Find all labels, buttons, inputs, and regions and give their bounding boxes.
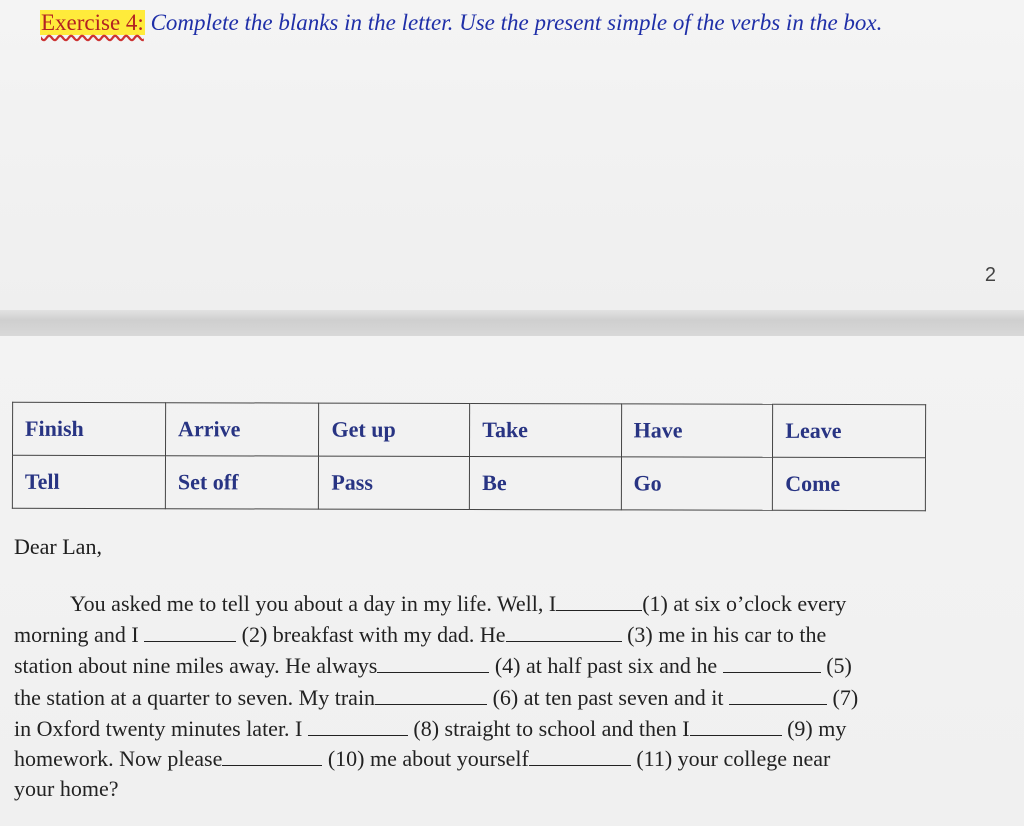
letter-text: (8) straight to school and then I: [413, 716, 690, 741]
verb-cell: Have: [621, 404, 773, 457]
letter-text: You asked me to tell you about a day in my life. Well, I: [70, 591, 557, 616]
letter-text: (11) your college near: [636, 746, 831, 771]
verb-cell: Set off: [165, 456, 319, 509]
letter-text: in Oxford twenty minutes later. I: [14, 716, 303, 741]
verb-cell: Finish: [13, 402, 166, 455]
verb-cell: Be: [470, 457, 621, 510]
answer-blank[interactable]: [144, 623, 236, 642]
letter-text: (4) at half past six and he: [494, 653, 718, 678]
answer-blank[interactable]: [375, 686, 487, 705]
answer-blank[interactable]: [723, 654, 821, 673]
page-number: 2: [984, 264, 996, 286]
letter-body: [14, 532, 974, 588]
letter-line: [14, 685, 858, 711]
document-page-upper: [0, 0, 1024, 310]
letter-text: your home?: [14, 776, 119, 801]
letter-text: morning and I: [14, 622, 139, 647]
exercise-instruction: Complete the blanks in the letter. Use the present simple of the verbs in the box.: [150, 10, 883, 35]
letter-text: station about nine miles away. He always: [14, 653, 378, 678]
letter-text: (3) me in his car to the: [627, 622, 827, 647]
letter-text: (1) at six o’clock every: [642, 591, 847, 616]
letter-line: [14, 653, 852, 679]
answer-blank[interactable]: [506, 623, 622, 642]
letter-text: (10) me about yourself: [327, 746, 529, 771]
page-break-divider: [0, 310, 1024, 336]
verb-cell: Arrive: [166, 403, 320, 456]
answer-blank[interactable]: [377, 654, 489, 673]
verb-cell: Come: [773, 457, 926, 510]
letter-text: (9) my: [787, 716, 847, 741]
letter-line: [14, 716, 846, 742]
verb-cell: Tell: [12, 455, 165, 508]
letter-text: (6) at ten past seven and it: [492, 685, 724, 710]
letter-line: [70, 591, 846, 617]
letter-greeting: Dear Lan,: [14, 534, 102, 559]
answer-blank[interactable]: [529, 747, 631, 766]
verb-box-table: [12, 402, 926, 511]
letter-text: the station at a quarter to seven. My train: [14, 685, 376, 710]
verb-cell: Go: [621, 457, 773, 510]
letter-text: (7): [832, 685, 859, 710]
verb-cell: Get up: [319, 403, 470, 456]
answer-blank[interactable]: [308, 717, 408, 736]
letter-line: [14, 622, 826, 648]
letter-line: [14, 776, 118, 802]
verb-cell: Leave: [773, 404, 926, 457]
exercise-label: Exercise 4:: [41, 10, 144, 35]
answer-blank[interactable]: [729, 686, 827, 705]
exercise-title: [40, 10, 882, 36]
letter-text: homework. Now please: [14, 746, 223, 771]
verb-row: [12, 455, 925, 510]
verb-cell: Pass: [319, 456, 470, 509]
answer-blank[interactable]: [222, 747, 322, 766]
answer-blank[interactable]: [556, 592, 642, 611]
answer-blank[interactable]: [690, 717, 782, 736]
letter-text: (5): [826, 653, 852, 678]
verb-cell: Take: [470, 404, 621, 457]
letter-text: (2) breakfast with my dad. He: [241, 622, 506, 647]
letter-line: [14, 746, 830, 772]
verb-row: [13, 402, 926, 457]
